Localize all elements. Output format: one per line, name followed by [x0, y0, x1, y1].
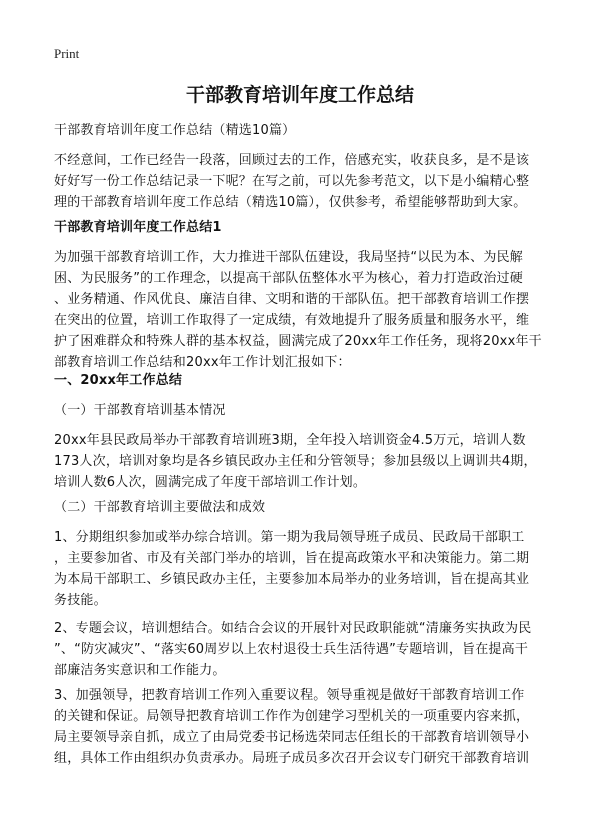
paragraph-line: 好好写一份工作总结记录一下呢？在写之前，可以先参考范文，以下是小编精心整	[54, 174, 530, 189]
paragraph-line: 的关键和保证。局领导把教育培训工作作为创建学习型机关的一项重要内容来抓，	[54, 709, 530, 724]
paragraph-4	[54, 618, 554, 681]
paragraph-line: 为本局干部职工、乡镇民政办主任，主要参加本局举办的业务培训，旨在提高其业	[54, 572, 530, 587]
paragraph-line: ，主要参加省、市及有关部门举办的培训，旨在提高政策水平和决策能力。第二期	[54, 551, 530, 566]
paragraph-line: 理的干部教育培训年度工作总结（精选10篇），仅供参考，希望能够帮助到大家。	[54, 195, 527, 210]
paragraph-2	[54, 430, 554, 493]
paragraph-line: 在突出的位置，培训工作取得了一定成绩，有效地提升了服务质量和服务水平，维	[54, 313, 530, 328]
paragraph-line: 、业务精通、作风优良、廉洁自律、文明和谐的干部队伍。把干部教育培训工作摆	[54, 292, 530, 307]
paragraph-line: 务技能。	[54, 593, 107, 608]
subsection-heading	[54, 400, 554, 421]
paragraph-line: 护了困难群众和特殊人群的基本权益，圆满完成了20xx年工作任务，现将20xx年干	[54, 334, 542, 349]
print-link[interactable]: Print	[54, 46, 80, 61]
paragraph-line: 困、为民服务”的工作理念，以提高干部队伍整体水平为核心，着力打造政治过硬	[54, 271, 523, 286]
paragraph-5	[54, 685, 554, 769]
paragraph-line: 2、专题会议，培训想结合。如结合会议的开展针对民政职能就“清廉务实执政为民	[54, 621, 532, 636]
paragraph-line: ”、“防灾减灾”、“落实60周岁以上农村退役士兵生活待遇”专题培训，旨在提高干	[54, 642, 529, 657]
paragraph-line: 20xx年县民政局举办干部教育培训班3期，全年投入培训资金4.5万元，培训人数	[54, 433, 526, 448]
paragraph-line: 为加强干部教育培训工作，大力推进干部队伍建设，我局坚持“以民为本、为民解	[54, 250, 523, 265]
subtitle-text: 干部教育培训年度工作总结（精选10篇）	[54, 123, 296, 138]
paragraph-line: 1、分期组织参加或举办综合培训。第一期为我局领导班子成员、民政局干部职工	[54, 530, 525, 545]
paragraph-line: 培训人数6人次，圆满完成了年度干部培训工作计划。	[54, 475, 367, 490]
heading-text: 干部教育培训年度工作总结1	[54, 220, 222, 235]
paragraph-line: 局主要领导亲自抓，成立了由局党委书记杨选荣同志任组长的干部教育培训领导小	[54, 730, 530, 745]
heading-text: （二）干部教育培训主要做法和成效	[54, 500, 266, 515]
paragraph-line: 部教育培训工作总结和20xx年工作计划汇报如下：	[54, 355, 351, 370]
subsection-heading	[54, 497, 554, 518]
heading-text: 一、20xx年工作总结	[54, 373, 183, 388]
subtitle	[54, 120, 554, 141]
paragraph-line: 不经意间，工作已经告一段落，回顾过去的工作，倍感充实，收获良多，是不是该	[54, 153, 530, 168]
intro-paragraph	[54, 150, 554, 213]
paragraph-3	[54, 527, 554, 611]
paragraph-line: 3、加强领导，把教育培训工作列入重要议程。领导重视是做好干部教育培训工作	[54, 688, 525, 703]
paragraph-line: 组，具体工作由组织办负责承办。局班子成员多次召开会议专门研究干部教育培训	[54, 751, 530, 766]
heading-text: （一）干部教育培训基本情况	[54, 403, 226, 418]
page-title: 干部教育培训年度工作总结	[185, 84, 414, 106]
article-heading	[54, 217, 554, 238]
section-heading	[54, 370, 554, 391]
paragraph-line: 部廉洁务实意识和工作能力。	[54, 663, 226, 678]
paragraph-1	[54, 247, 554, 373]
paragraph-line: 173人次，培训对象均是各乡镇民政办主任和分管领导；参加县级以上调训共4期，	[54, 454, 537, 469]
